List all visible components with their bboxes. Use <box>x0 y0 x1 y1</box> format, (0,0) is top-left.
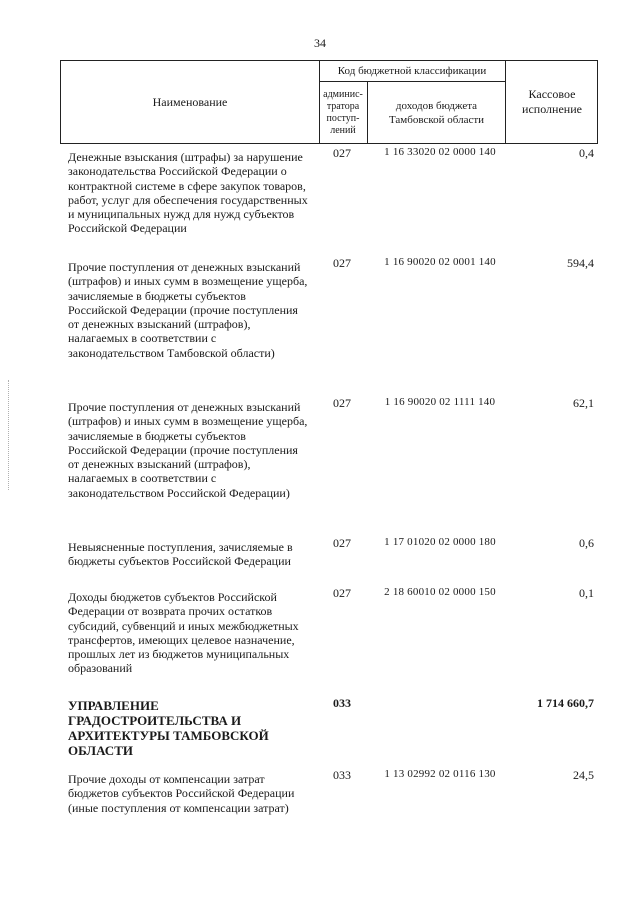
row-income-code: 1 16 90020 02 0001 140 <box>384 256 496 268</box>
row-name: Невыясненные поступления, зачисляемые в бюджеты субъектов Российской Федерации <box>68 540 293 569</box>
row-income-code: 2 18 60010 02 0000 150 <box>384 586 496 598</box>
header-code-title: Код бюджетной классификации <box>319 61 505 82</box>
row-income-code: 1 16 90020 02 1111 140 <box>384 396 496 408</box>
row-amount: 594,4 <box>567 256 594 270</box>
row-admin-code: 027 <box>333 536 351 550</box>
header-code-group <box>319 61 506 143</box>
header-administrator: админис-тратора поступ-лений <box>319 82 368 143</box>
row-admin-code: 027 <box>333 146 351 160</box>
page-number: 34 <box>314 36 326 50</box>
row-amount: 0,1 <box>579 586 594 600</box>
row-name: Прочие поступления от денежных взысканий (штрафов) и иных сумм в возмещение ущерба, зачисляемые в бюджеты субъектов Российской Федерации (прочие поступления от денежных взысканий (штрафов), налагаемых в соответствии с законодательством Российской Федерации) <box>68 400 308 500</box>
row-income-code: 1 17 01020 02 0000 180 <box>384 536 496 548</box>
table-row <box>0 696 640 768</box>
row-income-code: 1 13 02992 02 0116 130 <box>384 768 496 780</box>
row-amount: 1 714 660,7 <box>537 696 594 710</box>
table-header <box>60 60 598 144</box>
row-name: Прочие поступления от денежных взысканий (штрафов) и иных сумм в возмещение ущерба, зачисляемые в бюджеты субъектов Российской Федерации (прочие поступления от денежных взысканий (штрафов), налагаемых в соответствии с законодательством Тамбовской области) <box>68 260 308 360</box>
row-name: Доходы бюджетов субъектов Российской Федерации от возврата прочих остатков субсидий, субвенций и иных межбюджетных трансфертов, имеющих целевое назначение, прошлых лет из бюджетов муниципальных образований <box>68 590 299 676</box>
header-name: Наименование <box>61 61 320 143</box>
row-admin-code: 027 <box>333 256 351 270</box>
row-admin-code: 027 <box>333 586 351 600</box>
scan-margin-marks <box>8 380 15 490</box>
table-row <box>0 396 640 536</box>
row-admin-code: 033 <box>333 768 351 782</box>
row-amount: 62,1 <box>573 396 594 410</box>
header-cash-execution: Кассовое исполнение <box>522 87 582 116</box>
table-row <box>0 256 640 396</box>
row-admin-code: 033 <box>333 696 351 710</box>
header-income-code: доходов бюджета Тамбовской области <box>388 99 485 126</box>
department-name: УПРАВЛЕНИЕ ГРАДОСТРОИТЕЛЬСТВА И АРХИТЕКТУРЫ ТАМБОВСКОЙ ОБЛАСТИ <box>68 698 269 758</box>
row-amount: 0,6 <box>579 536 594 550</box>
table-row <box>0 536 640 586</box>
table-row <box>0 586 640 696</box>
table-body <box>0 144 640 838</box>
row-name: Прочие доходы от компенсации затрат бюджетов субъектов Российской Федерации (иные поступления от компенсации затрат) <box>68 772 295 815</box>
row-admin-code: 027 <box>333 396 351 410</box>
row-amount: 0,4 <box>579 146 594 160</box>
table-row <box>0 144 640 256</box>
table-row <box>0 768 640 838</box>
row-name: Денежные взыскания (штрафы) за нарушение законодательства Российской Федерации о контрактной системе в сфере закупок товаров, работ, услуг для обеспечения государственных и муниципальных нужд для нужд субъектов Российской Федерации <box>68 150 308 236</box>
row-income-code: 1 16 33020 02 0000 140 <box>384 146 496 158</box>
row-amount: 24,5 <box>573 768 594 782</box>
